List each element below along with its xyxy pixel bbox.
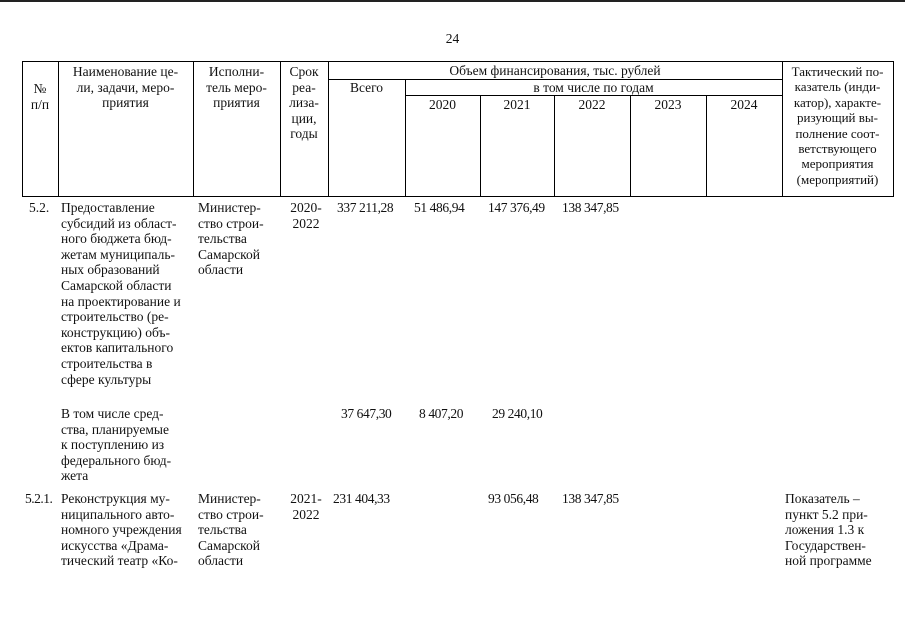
row-name: Реконструкция му- ниципального авто- номного учреждения искусства «Драма- тический театр «Ко- — [61, 491, 182, 569]
row-value-2020: 8 407,20 — [419, 406, 464, 421]
header-year: 2020 — [429, 97, 456, 112]
header-year: 2024 — [730, 97, 758, 112]
row-value-2022: 138 347,85 — [562, 200, 619, 215]
header-num: № п/п — [30, 81, 50, 112]
table-border-right — [893, 61, 894, 196]
header-term: Срок реа- лиза- ции, годы — [289, 64, 319, 142]
header-bottom-border — [22, 196, 894, 197]
row-number: 5.2.1. — [25, 491, 53, 506]
row-executor: Министер- ство строи- тельства Самарской области — [198, 200, 264, 278]
header-total: Всего — [349, 80, 384, 95]
page-top-border — [0, 0, 905, 2]
row-total: 337 211,28 — [337, 200, 394, 215]
row-executor: Министер- ство строи- тельства Самарской области — [198, 491, 264, 569]
funding-table — [22, 61, 898, 640]
row-value-2021: 29 240,10 — [492, 406, 543, 421]
row-number: 5.2. — [29, 200, 50, 215]
header-name: Наименование це- ли, задачи, меро- приятия — [72, 64, 179, 111]
table-border-top — [22, 61, 894, 62]
row-value-2021: 147 376,49 — [488, 200, 545, 215]
row-indicator: Показатель – пункт 5.2 при- ложения 1.3 к Государствен- ной программе — [785, 491, 872, 569]
row-term: 2020- 2022 — [290, 200, 322, 231]
header-funding: Объем финансирования, тыс. рублей — [449, 63, 661, 78]
header-indicator: Тактический по- казатель (инди- катор), характе- ризующий вы- полнение соот- ветствующего мероприятия (мероприятий) — [791, 64, 884, 187]
row-value-2020: 51 486,94 — [414, 200, 465, 215]
header-year: 2021 — [503, 97, 531, 112]
row-value-2021: 93 056,48 — [488, 491, 539, 506]
header-year: 2022 — [578, 97, 606, 112]
row-total: 231 404,33 — [333, 491, 390, 506]
header-year: 2023 — [654, 97, 682, 112]
row-term: 2021- 2022 — [290, 491, 322, 522]
row-name: Предоставление субсидий из област- ного бюджета бюд- жетам муниципаль- ных образований Самарской области на проектирование и строительство (ре- конструкцию) объ- ектов капитального строительства в сфере культуры — [61, 200, 181, 387]
page-number: 24 — [445, 31, 460, 46]
header-by-years: в том числе по годам — [533, 80, 654, 95]
row-name: В том числе сред- ства, планируемые к поступлению из федерального бюд- жета — [61, 406, 172, 484]
row-total: 37 647,30 — [341, 406, 392, 421]
row-value-2022: 138 347,85 — [562, 491, 619, 506]
header-executor: Исполни- тель меро- приятия — [206, 64, 267, 111]
